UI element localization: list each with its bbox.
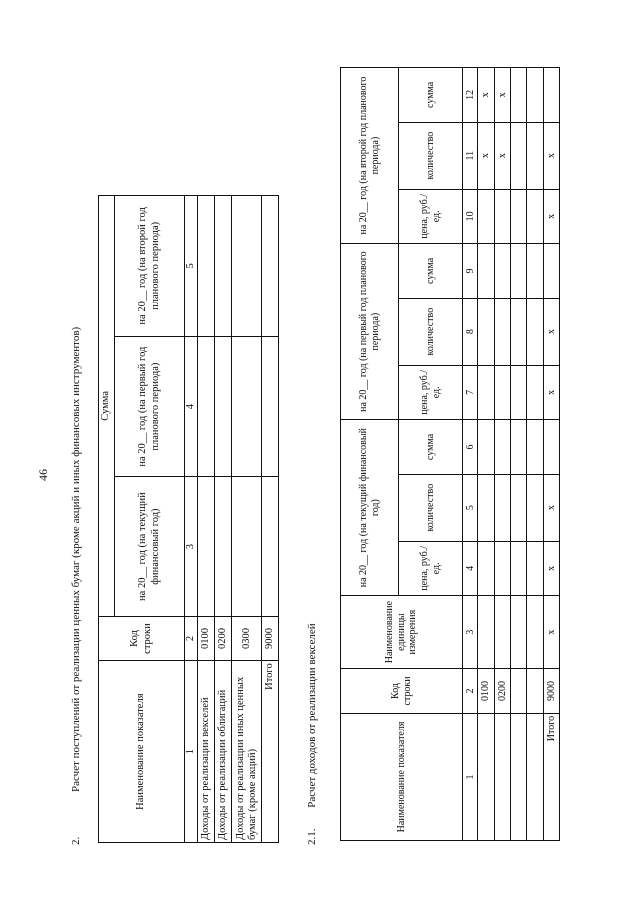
row-code: 0300 [232, 616, 262, 661]
cell [494, 596, 510, 669]
col-num: 6 [463, 420, 478, 475]
header-price: цена, руб./ед. [399, 365, 463, 420]
col-num-3: 3 [185, 477, 198, 616]
cell [527, 365, 543, 420]
cell: x [478, 122, 494, 189]
bills-income-table [340, 67, 560, 841]
col-num: 8 [463, 298, 478, 365]
cell [527, 122, 543, 189]
total-label: Итого [262, 661, 279, 843]
col-num: 12 [463, 68, 478, 123]
cell [215, 477, 232, 616]
cell [511, 420, 527, 475]
table-row [198, 196, 215, 843]
table-row [494, 68, 510, 841]
cell [494, 541, 510, 596]
header-code: Код строки [341, 669, 463, 714]
row-code [527, 669, 543, 714]
header-code: Код строки [99, 616, 185, 661]
row-code: 0200 [215, 616, 232, 661]
total-row [262, 196, 279, 843]
cell [478, 541, 494, 596]
header-sum: Сумма [99, 196, 115, 617]
col-num: 3 [463, 596, 478, 669]
cell [511, 596, 527, 669]
cell [232, 477, 262, 616]
cell: x [494, 122, 510, 189]
col-num: 9 [463, 244, 478, 299]
col-num-2: 2 [185, 616, 198, 661]
col-num: 10 [463, 189, 478, 244]
row-name: Доходы от реализации векселей [198, 661, 215, 843]
header-year-2: на 20__ год (на первый год планового периода) [341, 244, 399, 420]
col-num: 2 [463, 669, 478, 714]
page-number: 46 [36, 469, 50, 481]
cell [198, 336, 215, 477]
header-sum: сумма [399, 68, 463, 123]
cell [198, 477, 215, 616]
header-price: цена, руб./ед. [399, 189, 463, 244]
cell [494, 365, 510, 420]
cell [527, 541, 543, 596]
total-row [543, 68, 559, 841]
cell [511, 189, 527, 244]
cell [494, 298, 510, 365]
cell [511, 365, 527, 420]
header-qty: количество [399, 122, 463, 189]
cell [511, 122, 527, 189]
header-year-2: на 20__ год (на первый год планового периода) [115, 336, 185, 477]
cell [511, 298, 527, 365]
cell [527, 420, 543, 475]
cell [527, 189, 543, 244]
row-name: Доходы от реализации облигаций [215, 661, 232, 843]
col-num: 1 [463, 713, 478, 840]
table-row [232, 196, 262, 843]
cell: x [543, 596, 559, 669]
cell [527, 68, 543, 123]
cell [494, 244, 510, 299]
cell [262, 336, 279, 477]
total-label: Итого [543, 713, 559, 840]
col-num: 11 [463, 122, 478, 189]
cell [262, 477, 279, 616]
header-year-3: на 20__ год (на второй год планового периода) [115, 196, 185, 337]
header-sum: сумма [399, 244, 463, 299]
header-qty: количество [399, 474, 463, 541]
table-row [511, 68, 527, 841]
cell: x [543, 298, 559, 365]
cell [527, 244, 543, 299]
cell [494, 420, 510, 475]
col-num-4: 4 [185, 336, 198, 477]
cell [511, 244, 527, 299]
row-name [494, 713, 510, 840]
header-year-1: на 20__ год (на текущий финансовый год) [341, 420, 399, 596]
column-numbers-row [185, 196, 198, 843]
cell: x [543, 474, 559, 541]
cell [511, 474, 527, 541]
row-code [511, 669, 527, 714]
cell [478, 189, 494, 244]
cell [543, 244, 559, 299]
cell [527, 298, 543, 365]
cell [511, 68, 527, 123]
cell [198, 196, 215, 337]
cell: x [543, 541, 559, 596]
cell: x [478, 68, 494, 123]
cell [527, 474, 543, 541]
total-code: 9000 [543, 669, 559, 714]
section-2-number: 2. [70, 836, 82, 845]
col-num-1: 1 [185, 661, 198, 843]
cell [215, 196, 232, 337]
header-price: цена, руб./ед. [399, 541, 463, 596]
row-code: 0100 [198, 616, 215, 661]
cell [527, 596, 543, 669]
col-num-5: 5 [185, 196, 198, 337]
table-row [215, 196, 232, 843]
cell [494, 474, 510, 541]
cell [478, 420, 494, 475]
cell: x [543, 122, 559, 189]
column-numbers-row [463, 68, 478, 841]
cell [262, 196, 279, 337]
section-2-1-title-text: Расчет доходов от реализации векселей [306, 623, 318, 808]
table-row [478, 68, 494, 841]
header-sum: сумма [399, 420, 463, 475]
col-num: 7 [463, 365, 478, 420]
total-code: 9000 [262, 616, 279, 661]
row-name: Доходы от реализации иных ценных бумаг (кроме акций) [232, 661, 262, 843]
col-num: 5 [463, 474, 478, 541]
cell [478, 365, 494, 420]
header-name: Наименование показателя [99, 661, 185, 843]
row-code: 0200 [494, 669, 510, 714]
header-name: Наименование показателя [341, 713, 463, 840]
section-2-1-number: 2.1. [306, 828, 318, 845]
cell [478, 474, 494, 541]
table-row [527, 68, 543, 841]
cell [478, 298, 494, 365]
row-name [478, 713, 494, 840]
cell: x [543, 189, 559, 244]
header-qty: количество [399, 298, 463, 365]
row-name [511, 713, 527, 840]
section-2-title-text: Расчет поступлений от реализации ценных бумаг (кроме акций и иных финансовых инструментов) [70, 326, 82, 792]
cell: x [543, 365, 559, 420]
header-year-3: на 20__ год (на второй год планового периода) [341, 68, 399, 244]
row-code: 0100 [478, 669, 494, 714]
cell [232, 196, 262, 337]
securities-income-table [98, 195, 279, 843]
cell [232, 336, 262, 477]
col-num: 4 [463, 541, 478, 596]
cell [215, 336, 232, 477]
cell: x [494, 68, 510, 123]
row-name [527, 713, 543, 840]
cell [494, 189, 510, 244]
section-2-1-title [306, 623, 319, 845]
header-year-1: на 20__ год (на текущий финансовый год) [115, 477, 185, 616]
cell [543, 420, 559, 475]
header-unit: Наименование единицы измерения [341, 596, 463, 669]
cell [543, 68, 559, 123]
cell [478, 596, 494, 669]
cell [511, 541, 527, 596]
section-2-title [70, 327, 83, 845]
cell [478, 244, 494, 299]
